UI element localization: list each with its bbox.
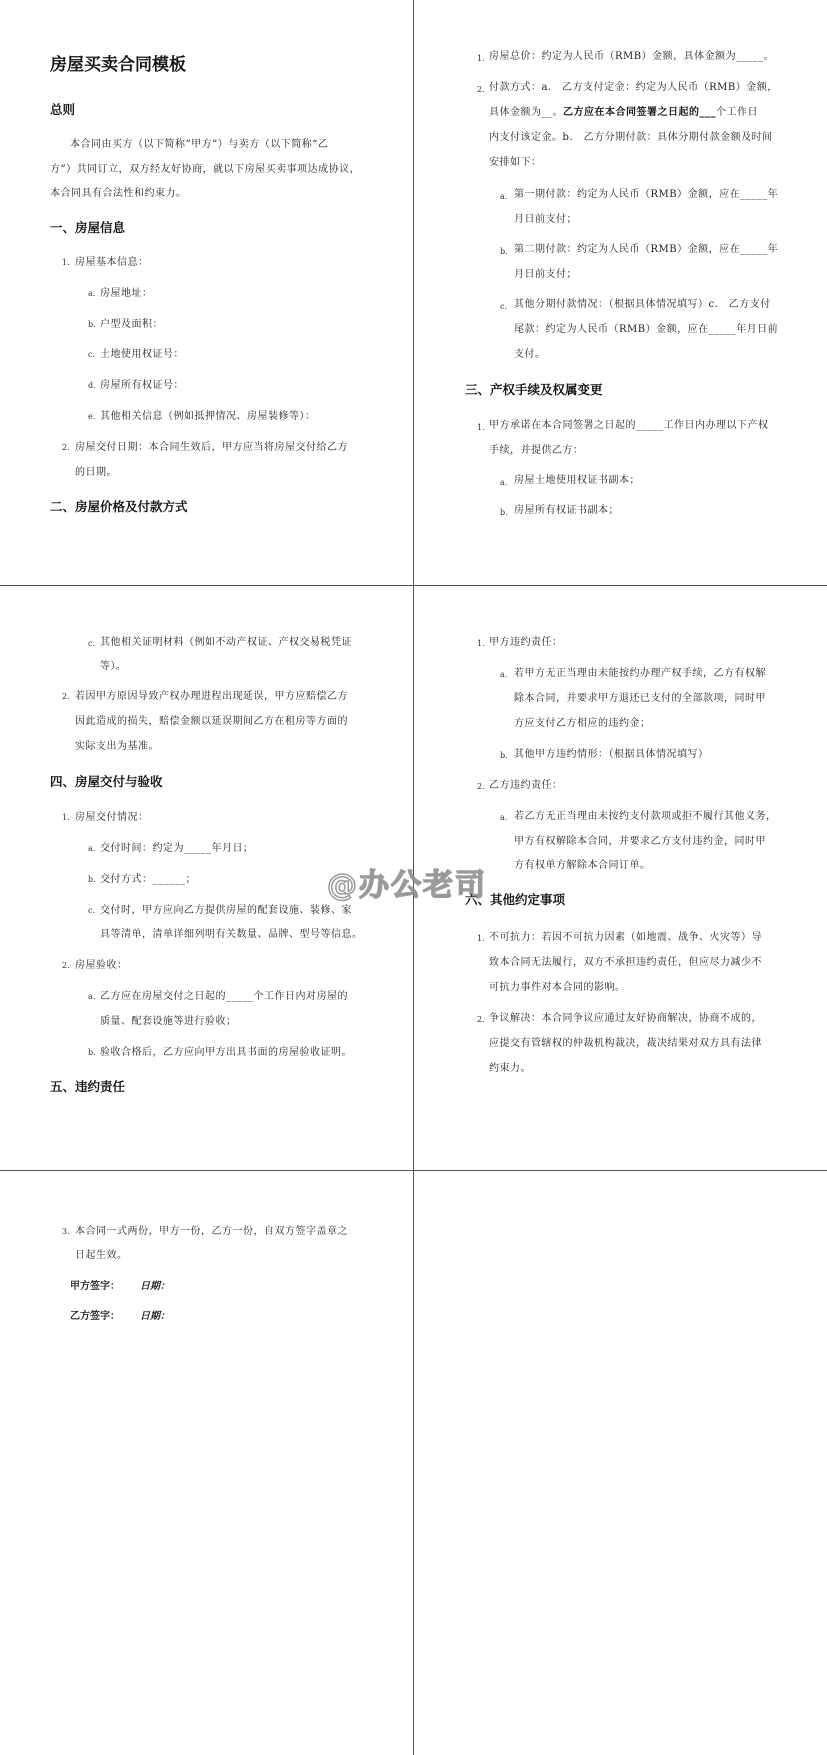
signature-line-party-b [70, 1307, 170, 1322]
signature-label: 乙方签字： [70, 1311, 120, 1322]
section-heading: 二、房屋价格及付款方式 [50, 499, 188, 514]
list-letter: a. [500, 478, 508, 487]
list-letter: a. [500, 192, 508, 201]
list-item: 户型及面积： [100, 319, 163, 330]
watermark: @办公老司 [327, 868, 487, 903]
list-number: 1. [62, 258, 70, 267]
list-item: 本合同一式两份，甲方一份，乙方一份，自双方签字盖章之 [75, 1226, 348, 1237]
list-item: 甲方有权解除本合同，并要求乙方支付违约金，同时甲 [514, 836, 766, 847]
list-item: 内支付该定金。b. 乙方分期付款：具体分期付款金额及时间 [489, 132, 773, 143]
list-item: 可抗力事件对本合同的影响。 [489, 982, 626, 993]
paragraph-line: 本合同由买方（以下简称“甲方”）与卖方（以下简称“乙 [70, 139, 329, 150]
list-letter: c. [500, 302, 508, 311]
section-heading: 六、其他约定事项 [465, 892, 566, 907]
list-number: 1. [477, 54, 485, 63]
list-number: 3. [62, 1227, 70, 1236]
list-item: 验收合格后，乙方应向甲方出具书面的房屋验收证明。 [100, 1047, 352, 1058]
list-item: 因此造成的损失，赔偿金额以延误期间乙方在租房等方面的 [75, 716, 348, 727]
paragraph-line: 本合同具有合法性和约束力。 [50, 188, 187, 199]
list-item: 支付。 [514, 349, 546, 360]
list-item: 交付时间：约定为_____年月日； [100, 843, 254, 854]
list-item: 房屋所有权证号： [100, 380, 184, 391]
list-letter: a. [88, 992, 96, 1001]
list-item: 第二期付款：约定为人民币（RMB）金额，应在_____年 [514, 244, 779, 255]
list-letter: b. [500, 247, 508, 256]
list-item: 房屋土地使用权证书副本； [514, 475, 640, 486]
list-item: 若甲方无正当理由未能按约办理产权手续，乙方有权解 [514, 668, 766, 679]
list-item: 月日前支付； [514, 269, 577, 280]
list-number: 1. [62, 813, 70, 822]
list-item: 房屋基本信息： [75, 257, 149, 268]
list-letter: b. [500, 751, 508, 760]
list-item: 方应支付乙方相应的违约金； [514, 718, 651, 729]
list-item: 甲方承诺在本合同签署之日起的_____工作日内办理以下产权 [489, 420, 769, 431]
list-letter: c. [88, 906, 96, 915]
list-item: 乙方应在房屋交付之日起的_____个工作日内对房屋的 [100, 991, 348, 1002]
section-heading: 一、房屋信息 [50, 220, 126, 235]
list-number: 1. [477, 639, 485, 648]
list-item: 乙方违约责任： [489, 780, 563, 791]
date-label: 日期： [140, 1281, 170, 1292]
list-letter: c. [88, 639, 96, 648]
list-number: 2. [477, 85, 485, 94]
list-letter: a. [88, 844, 96, 853]
page-divider-horizontal [0, 1170, 827, 1171]
signature-line-party-a [70, 1277, 170, 1292]
list-number: 2. [62, 443, 70, 452]
list-item: 房屋交付日期：本合同生效后，甲方应当将房屋交付给乙方 [75, 442, 348, 453]
document-title: 房屋买卖合同模板 [50, 55, 186, 75]
section-heading: 五、违约责任 [50, 1079, 126, 1094]
list-number: 2. [477, 782, 485, 791]
list-letter: b. [88, 875, 96, 884]
list-item: 第一期付款：约定为人民币（RMB）金额，应在_____年 [514, 189, 779, 200]
bold-text-span: 乙方应在本合同签署之日起的___ [563, 107, 716, 118]
list-letter: c. [88, 350, 96, 359]
list-item: 其他相关信息（例如抵押情况、房屋装修等）： [100, 411, 316, 422]
list-letter: b. [88, 320, 96, 329]
list-item: 致本合同无法履行，双方不承担违约责任，但应尽力减少不 [489, 957, 762, 968]
list-number: 1. [477, 423, 485, 432]
list-item [489, 100, 758, 125]
text-span: 具体金额为__。 [489, 107, 563, 118]
list-item: 甲方违约责任： [489, 637, 563, 648]
list-item: 若乙方无正当理由未按约支付款项或拒不履行其他义务， [514, 811, 777, 822]
list-number: 1. [477, 934, 485, 943]
list-item: 其他相关证明材料（例如不动产权证、产权交易税凭证 [100, 637, 352, 648]
signature-label: 甲方签字： [70, 1281, 120, 1292]
list-letter: b. [88, 1048, 96, 1057]
list-item: 具等清单，清单详细列明有关数量、品牌、型号等信息。 [100, 929, 363, 940]
list-number: 2. [62, 692, 70, 701]
list-item: 房屋所有权证书副本； [514, 505, 619, 516]
list-item: 付款方式：a. 乙方支付定金：约定为人民币（RMB）金额， [489, 82, 778, 93]
section-heading: 三、产权手续及权属变更 [465, 382, 603, 397]
list-item: 房屋地址： [100, 288, 153, 299]
list-letter: e. [88, 412, 96, 421]
list-item: 日起生效。 [75, 1250, 128, 1261]
date-label: 日期： [140, 1311, 170, 1322]
list-item: 质量、配套设施等进行验收； [100, 1016, 237, 1027]
page-divider-horizontal [0, 585, 827, 586]
list-letter: a. [500, 813, 508, 822]
list-item: 交付方式：______； [100, 874, 196, 885]
list-letter: b. [500, 508, 508, 517]
list-letter: d. [88, 381, 96, 390]
list-item: 房屋验收： [75, 960, 128, 971]
text-span: 个工作日 [716, 107, 758, 118]
list-number: 2. [477, 1015, 485, 1024]
list-item: 房屋交付情况： [75, 812, 149, 823]
list-letter: a. [88, 289, 96, 298]
section-heading: 总则 [50, 102, 76, 117]
list-item: 月日前支付； [514, 214, 577, 225]
list-item: 尾款：约定为人民币（RMB）金额，应在_____年月日前 [514, 324, 779, 335]
list-item: 土地使用权证号： [100, 349, 184, 360]
list-item: 的日期。 [75, 467, 117, 478]
list-item: 除本合同，并要求甲方退还已支付的全部款项，同时甲 [514, 693, 766, 704]
list-item: 应提交有管辖权的仲裁机构裁决，裁决结果对双方具有法律 [489, 1038, 762, 1049]
list-item: 其他甲方违约情形：（根据具体情况填写） [514, 749, 709, 760]
list-item: 方有权单方解除本合同订单。 [514, 860, 651, 871]
section-heading: 四、房屋交付与验收 [50, 774, 163, 789]
list-item: 约束力。 [489, 1063, 531, 1074]
list-item: 争议解决：本合同争议应通过友好协商解决，协商不成的， [489, 1013, 762, 1024]
list-item: 安排如下： [489, 157, 542, 168]
list-letter: a. [500, 670, 508, 679]
list-number: 2. [62, 961, 70, 970]
list-item: 手续，并提供乙方： [489, 445, 584, 456]
list-item: 等）。 [100, 661, 127, 672]
list-item: 实际支出为基准。 [75, 741, 159, 752]
list-item: 若因甲方原因导致产权办理进程出现延误，甲方应赔偿乙方 [75, 691, 348, 702]
list-item: 不可抗力：若因不可抗力因素（如地震、战争、火灾等）导 [489, 932, 762, 943]
list-item: 交付时，甲方应向乙方提供房屋的配套设施、装修、家 [100, 905, 352, 916]
paragraph-line: 方”）共同订立，双方经友好协商，就以下房屋买卖事项达成协议， [50, 164, 361, 175]
list-item: 房屋总价：约定为人民币（RMB）金额，具体金额为_____。 [489, 51, 775, 62]
list-item: 其他分期付款情况：（根据具体情况填写）c. 乙方支付 [514, 299, 771, 310]
